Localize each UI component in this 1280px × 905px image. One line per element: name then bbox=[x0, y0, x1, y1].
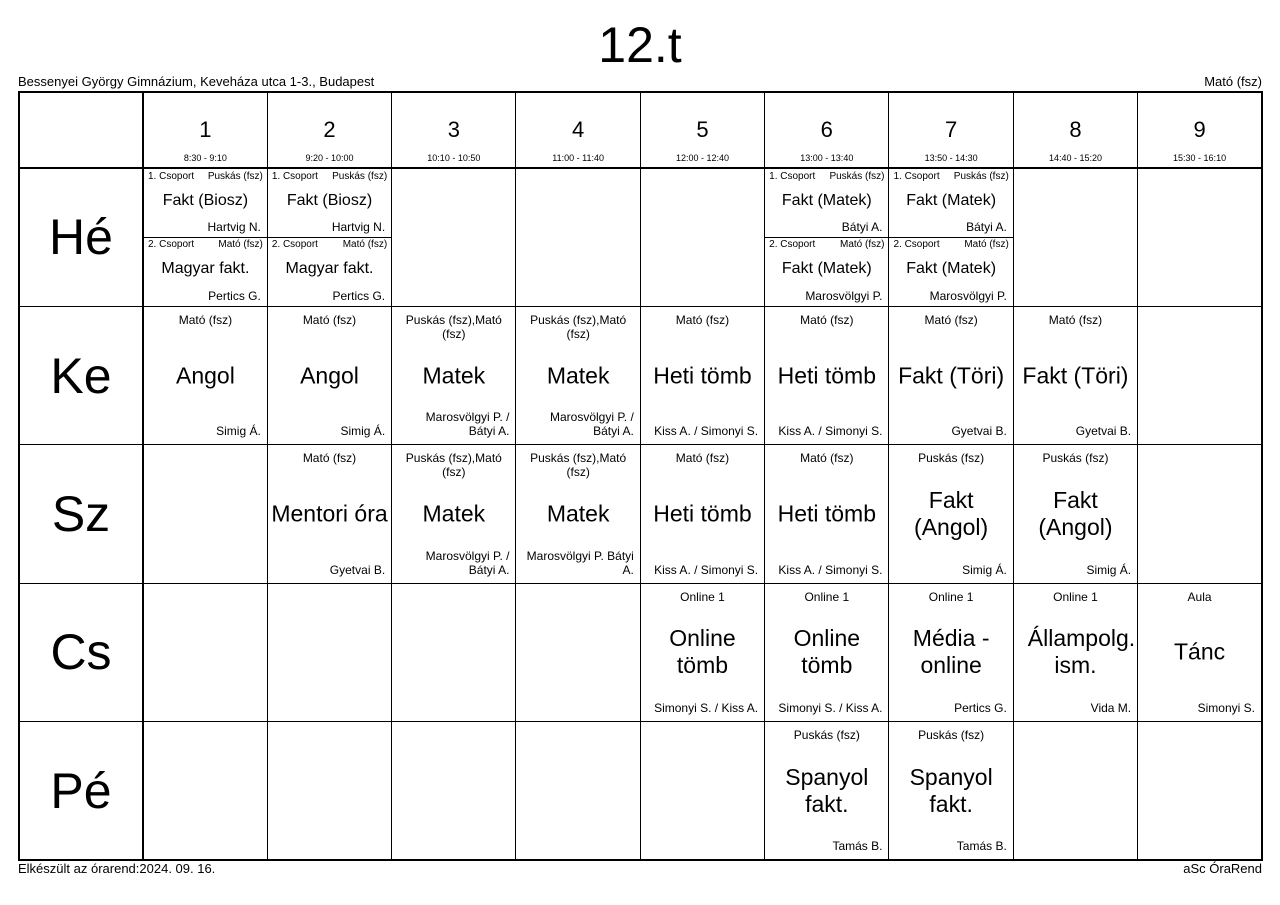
room-label: Mató (fsz) bbox=[675, 312, 730, 327]
day-row bbox=[19, 168, 1262, 306]
room-label: Mató (fsz) bbox=[302, 451, 357, 466]
subject-label: Tánc bbox=[1173, 638, 1226, 665]
room-label: Puskás (fsz),Mató (fsz) bbox=[405, 312, 502, 341]
teacher-label: Simig Á. bbox=[1086, 562, 1132, 577]
lesson-cell[interactable] bbox=[1013, 583, 1137, 721]
subject-label: Fakt (Töri) bbox=[898, 362, 1005, 389]
lesson-cell[interactable] bbox=[392, 445, 516, 583]
lesson-cell[interactable] bbox=[1138, 583, 1262, 721]
period-header bbox=[392, 92, 516, 168]
group-lesson-bottom[interactable] bbox=[144, 237, 267, 305]
teacher-label: Marosvölgyi P. Bátyi A. bbox=[526, 548, 634, 577]
lesson-cell[interactable] bbox=[640, 445, 764, 583]
lesson-cell bbox=[267, 722, 391, 860]
period-header bbox=[1013, 92, 1137, 168]
room-label: Mató (fsz) bbox=[840, 239, 885, 251]
lesson-cell bbox=[392, 722, 516, 860]
group-lesson-bottom[interactable] bbox=[889, 237, 1012, 305]
lesson-cell[interactable] bbox=[640, 306, 764, 444]
group-label: 1. Csoport bbox=[893, 171, 940, 182]
lesson-cell[interactable] bbox=[392, 306, 516, 444]
teacher-label: Kiss A. / Simonyi S. bbox=[778, 562, 883, 577]
subject-label: Angol bbox=[300, 362, 359, 389]
room-label: Puskás (fsz) bbox=[793, 728, 860, 743]
day-row bbox=[19, 445, 1262, 583]
subject-label: Heti tömb bbox=[777, 362, 877, 389]
room-label: Puskás (fsz) bbox=[918, 728, 985, 743]
teacher-label: Gyetvai B. bbox=[1075, 424, 1132, 439]
subject-label: Spanyol fakt. bbox=[909, 763, 993, 817]
lesson-cell bbox=[1138, 168, 1262, 306]
corner-cell bbox=[19, 92, 143, 168]
subject-label: Online tömb bbox=[669, 625, 736, 679]
period-number: 6 bbox=[820, 117, 833, 142]
subject-label: Mentori óra bbox=[271, 500, 388, 527]
period-header bbox=[143, 92, 267, 168]
timetable-title: 12.t bbox=[598, 17, 682, 73]
subject-label: Angol bbox=[176, 362, 235, 389]
period-number: 2 bbox=[323, 117, 336, 142]
room-label: Puskás (fsz),Mató (fsz) bbox=[405, 451, 502, 480]
day-label: Pé bbox=[19, 722, 143, 860]
subject-label: Állampolg. ism. bbox=[1027, 625, 1136, 679]
teacher-label: Simonyi S. / Kiss A. bbox=[654, 701, 759, 716]
lesson-cell bbox=[640, 168, 764, 306]
room-label: Puskás (fsz) bbox=[918, 451, 985, 466]
room-label: Mató (fsz) bbox=[218, 239, 263, 251]
teacher-label: Simonyi S. / Kiss A. bbox=[778, 701, 883, 716]
period-time: 13:50 - 14:30 bbox=[924, 153, 978, 163]
teacher-label: Marosvölgyi P. bbox=[805, 288, 883, 303]
lesson-cell[interactable] bbox=[889, 445, 1013, 583]
lesson-cell bbox=[516, 583, 640, 721]
subject-label: Online tömb bbox=[793, 625, 861, 679]
group-label: 2. Csoport bbox=[271, 239, 318, 251]
group-lesson-top[interactable] bbox=[765, 169, 888, 238]
group-lesson-top[interactable] bbox=[144, 169, 267, 238]
lesson-cell bbox=[143, 722, 267, 860]
room-label: Mató (fsz) bbox=[342, 239, 388, 251]
timetable-grid bbox=[18, 91, 1263, 861]
subject-label: Matek bbox=[546, 500, 610, 527]
group-lesson-bottom[interactable] bbox=[765, 237, 888, 305]
day-row bbox=[19, 306, 1262, 444]
room-label: Mató (fsz) bbox=[178, 312, 233, 327]
period-time: 12:00 - 12:40 bbox=[675, 153, 729, 163]
lesson-cell[interactable] bbox=[889, 583, 1013, 721]
teacher-label: Kiss A. / Simonyi S. bbox=[778, 424, 883, 439]
room-label: Puskás (fsz) bbox=[332, 171, 388, 182]
room-label: Online 1 bbox=[804, 589, 850, 604]
day-label: Cs bbox=[19, 583, 143, 721]
teacher-label: Tamás B. bbox=[956, 839, 1007, 853]
lesson-cell[interactable] bbox=[1013, 306, 1137, 444]
room-label: Mató (fsz) bbox=[964, 239, 1009, 251]
teacher-label: Marosvölgyi P. / Bátyi A. bbox=[550, 410, 634, 439]
lesson-cell[interactable] bbox=[516, 306, 640, 444]
teacher-label: Gyetvai B. bbox=[951, 424, 1007, 439]
period-number: 5 bbox=[696, 117, 709, 142]
room-label: Puskás (fsz),Mató (fsz) bbox=[530, 312, 627, 341]
room-label: Puskás (fsz) bbox=[953, 171, 1009, 182]
room-label: Puskás (fsz) bbox=[207, 171, 263, 182]
period-time: 11:00 - 11:40 bbox=[552, 153, 604, 163]
teacher-label: Marosvölgyi P. / Bátyi A. bbox=[425, 548, 510, 577]
period-number: 1 bbox=[199, 117, 212, 142]
lesson-cell[interactable] bbox=[267, 306, 391, 444]
subject-label: Heti tömb bbox=[653, 500, 752, 527]
subject-label: Fakt (Matek) bbox=[781, 260, 872, 278]
subject-label: Heti tömb bbox=[777, 500, 877, 527]
period-header bbox=[640, 92, 764, 168]
lesson-cell bbox=[1013, 722, 1137, 860]
subject-label: Média - online bbox=[912, 625, 990, 679]
subject-label: Matek bbox=[422, 500, 486, 527]
teacher-label: Simig Á. bbox=[216, 424, 261, 439]
period-time: 13:00 - 13:40 bbox=[800, 153, 854, 163]
group-lesson-bottom[interactable] bbox=[268, 237, 391, 305]
lesson-cell bbox=[516, 168, 640, 306]
day-row bbox=[19, 722, 1262, 860]
room-label: Puskás (fsz) bbox=[1042, 451, 1109, 466]
teacher-label: Pertics G. bbox=[208, 288, 261, 303]
room-label: Online 1 bbox=[680, 589, 725, 604]
teacher-label: Marosvölgyi P. / Bátyi A. bbox=[425, 410, 510, 439]
lesson-cell[interactable] bbox=[267, 445, 391, 583]
lesson-cell bbox=[143, 445, 267, 583]
teacher-label: Hartvig N. bbox=[331, 220, 386, 235]
room-label: Online 1 bbox=[928, 589, 974, 604]
teacher-label: Simonyi S. bbox=[1197, 701, 1255, 716]
room-label: Mató (fsz) bbox=[800, 312, 854, 327]
teacher-label: Marosvölgyi P. bbox=[929, 288, 1007, 303]
lesson-cell bbox=[143, 583, 267, 721]
group-lesson-top[interactable] bbox=[268, 169, 391, 238]
subject-label: Matek bbox=[422, 362, 486, 389]
room-label: Online 1 bbox=[1053, 589, 1098, 604]
day-label: Ke bbox=[19, 306, 143, 444]
teacher-label: Kiss A. / Simonyi S. bbox=[654, 562, 759, 577]
subject-label: Fakt (Matek) bbox=[906, 260, 997, 278]
period-time: 9:20 - 10:00 bbox=[305, 153, 354, 163]
subject-label: Fakt (Matek) bbox=[781, 192, 872, 209]
room-label: Mató (fsz) bbox=[800, 451, 854, 466]
period-header bbox=[267, 92, 391, 168]
subject-label: Fakt (Biosz) bbox=[286, 192, 373, 209]
teacher-label: Bátyi A. bbox=[966, 220, 1007, 235]
school-address: Bessenyei György Gimnázium, Keveháza utca 1-3., Budapest bbox=[18, 74, 375, 89]
subject-label: Magyar fakt. bbox=[161, 260, 250, 278]
lesson-cell[interactable] bbox=[765, 722, 889, 860]
teacher-label: Kiss A. / Simonyi S. bbox=[654, 424, 759, 439]
lesson-cell[interactable] bbox=[516, 445, 640, 583]
room-label: Mató (fsz) bbox=[675, 451, 730, 466]
subject-label: Heti tömb bbox=[653, 362, 752, 389]
lesson-cell[interactable] bbox=[765, 168, 889, 306]
teacher-label: Simig Á. bbox=[962, 562, 1007, 577]
teacher-label: Pertics G. bbox=[954, 701, 1007, 716]
period-number: 4 bbox=[572, 117, 585, 142]
group-label: 1. Csoport bbox=[769, 171, 816, 182]
teacher-label: Simig Á. bbox=[340, 424, 386, 439]
lesson-cell[interactable] bbox=[765, 445, 889, 583]
lesson-cell bbox=[1138, 306, 1262, 444]
subject-label: Fakt (Biosz) bbox=[162, 192, 249, 209]
group-label: 1. Csoport bbox=[271, 171, 318, 182]
period-header bbox=[516, 92, 640, 168]
room-label: Puskás (fsz) bbox=[829, 171, 885, 182]
period-header bbox=[889, 92, 1013, 168]
room-label: Aula bbox=[1187, 589, 1212, 604]
period-time: 14:40 - 15:20 bbox=[1048, 153, 1102, 163]
teacher-label: Tamás B. bbox=[832, 839, 883, 853]
lesson-cell[interactable] bbox=[765, 306, 889, 444]
day-label: Hé bbox=[19, 168, 143, 306]
lesson-cell bbox=[640, 722, 764, 860]
subject-label: Magyar fakt. bbox=[285, 260, 374, 278]
group-label: 1. Csoport bbox=[148, 171, 195, 182]
lesson-cell[interactable] bbox=[640, 583, 764, 721]
subject-label: Matek bbox=[546, 362, 610, 389]
room-label: Puskás (fsz),Mató (fsz) bbox=[530, 451, 627, 480]
period-time: 10:10 - 10:50 bbox=[427, 153, 481, 163]
lesson-cell[interactable] bbox=[267, 168, 391, 306]
period-number: 8 bbox=[1069, 117, 1082, 142]
group-lesson-top[interactable] bbox=[889, 169, 1012, 238]
lesson-cell bbox=[1138, 445, 1262, 583]
period-number: 3 bbox=[447, 117, 460, 142]
subject-label: Fakt (Angol) bbox=[914, 486, 989, 540]
room-label: Mató (fsz) bbox=[302, 312, 357, 327]
period-time: 15:30 - 16:10 bbox=[1173, 153, 1227, 163]
lesson-cell[interactable] bbox=[889, 722, 1013, 860]
group-label: 2. Csoport bbox=[148, 239, 195, 251]
period-number: 9 bbox=[1193, 117, 1206, 142]
subject-label: Spanyol fakt. bbox=[785, 763, 869, 817]
lesson-cell bbox=[392, 583, 516, 721]
subject-label: Fakt (Matek) bbox=[906, 192, 997, 209]
generated-date: Elkészült az órarend:2024. 09. 16. bbox=[18, 861, 216, 876]
day-label: Sz bbox=[19, 445, 143, 583]
subject-label: Fakt (Töri) bbox=[1022, 362, 1129, 389]
teacher-label: Bátyi A. bbox=[841, 220, 883, 235]
lesson-cell[interactable] bbox=[143, 306, 267, 444]
teacher-label: Gyetvai B. bbox=[329, 562, 386, 577]
lesson-cell[interactable] bbox=[143, 168, 267, 306]
period-header-row bbox=[19, 92, 1262, 168]
period-number: 7 bbox=[945, 117, 958, 142]
period-header bbox=[765, 92, 889, 168]
lesson-cell bbox=[1013, 168, 1137, 306]
subject-label: Fakt (Angol) bbox=[1038, 486, 1113, 540]
day-row bbox=[19, 583, 1262, 721]
lesson-cell bbox=[392, 168, 516, 306]
software-credit: aSc ÓraRend bbox=[1183, 861, 1262, 876]
lesson-cell[interactable] bbox=[889, 168, 1013, 306]
group-label: 2. Csoport bbox=[893, 239, 940, 251]
period-time: 8:30 - 9:10 bbox=[183, 153, 227, 163]
teacher-label: Vida M. bbox=[1090, 701, 1132, 716]
teacher-label: Pertics G. bbox=[332, 288, 386, 303]
group-label: 2. Csoport bbox=[769, 239, 816, 251]
lesson-cell[interactable] bbox=[889, 306, 1013, 444]
room-label: Mató (fsz) bbox=[1048, 312, 1103, 327]
lesson-cell[interactable] bbox=[1013, 445, 1137, 583]
lesson-cell bbox=[516, 722, 640, 860]
period-header bbox=[1138, 92, 1262, 168]
lesson-cell bbox=[267, 583, 391, 721]
teacher-label: Hartvig N. bbox=[207, 220, 261, 235]
homeroom-label: Mató (fsz) bbox=[1204, 74, 1262, 89]
lesson-cell bbox=[1138, 722, 1262, 860]
room-label: Mató (fsz) bbox=[924, 312, 978, 327]
lesson-cell[interactable] bbox=[765, 583, 889, 721]
